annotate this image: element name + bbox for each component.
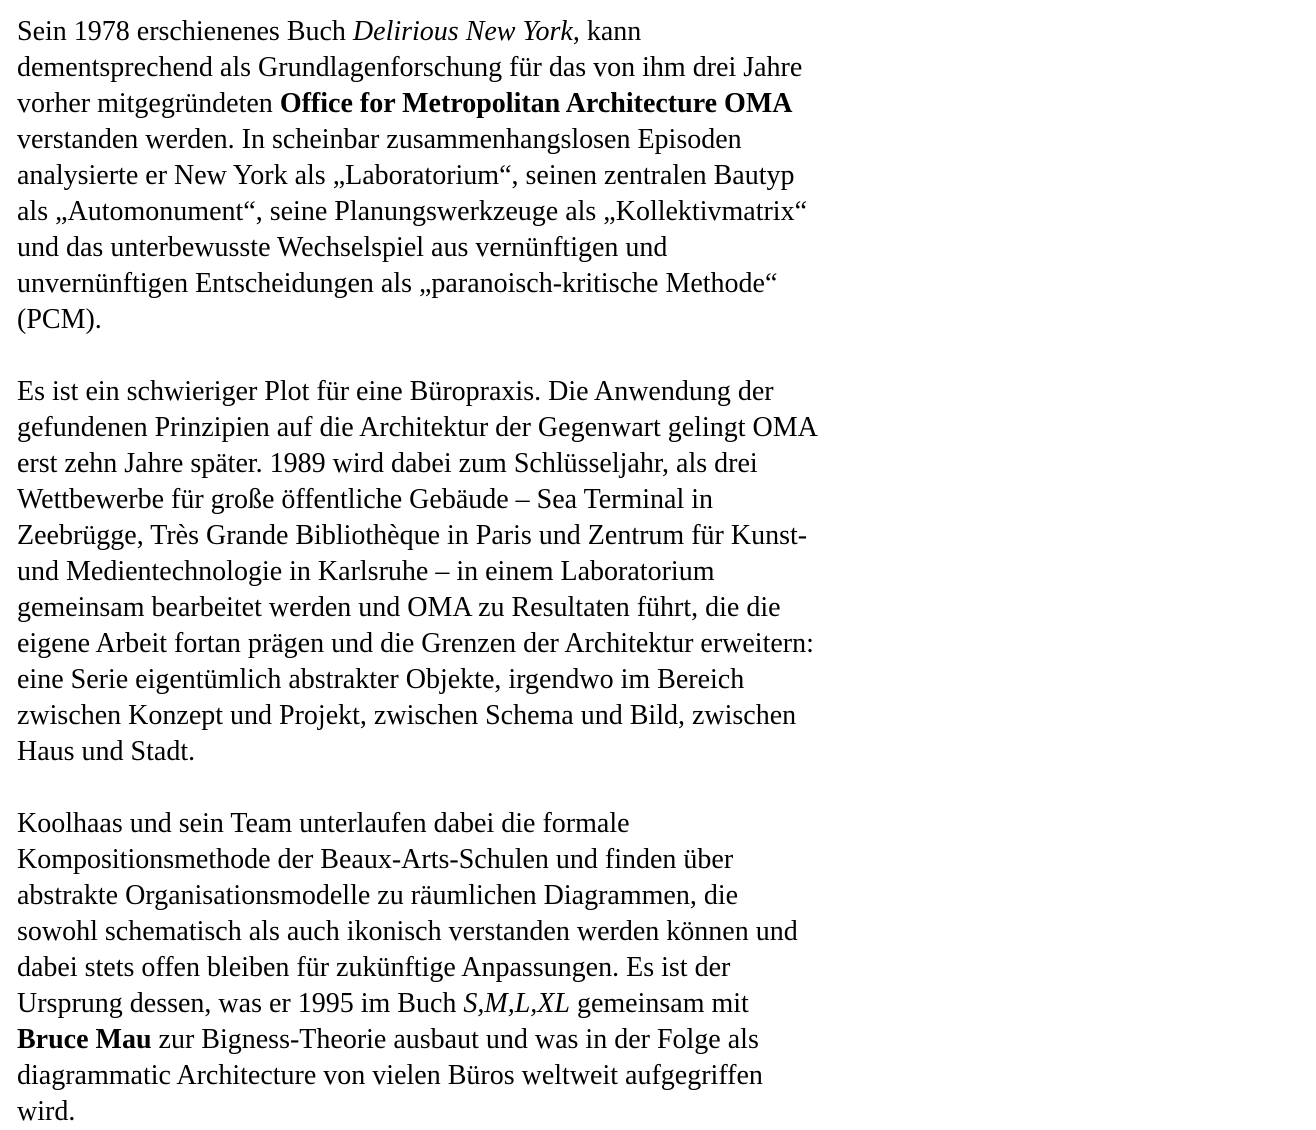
italic-text-segment: S,M,L,XL [463, 988, 570, 1019]
bold-text-segment: Office for Metropolitan Architecture OMA [279, 88, 793, 119]
text-segment: , kann dementsprechend als Grundlagenforschung für das von ihm drei Jahre vorher mitgegründeten [17, 16, 803, 119]
text-segment: Koolhaas und sein Team unterlaufen dabei die formale Kompositionsmethode der Beaux-Arts-Schulen und finden über abstrakte Organisationsmodelle zu räumlichen Diagrammen, die sowohl schematisch als auch ikonisch verstanden werden können und dabei stets offen bleiben für zukünftige Anpassungen. Es ist der Ursprung dessen, was er 1995 im Buch [17, 808, 798, 1019]
paragraph-3 [17, 806, 817, 1130]
text-segment: verstanden werden. In scheinbar zusammenhangslosen Episoden analysierte er New York als „Laboratorium“, seinen zentralen Bautyp als „Automonument“, seine Planungswerkzeuge als „Kollektivmatrix“ und das unterbewusste Wechselspiel aus vernünftigen und unvernünftigen Entscheidungen als „paranoisch-kritische Methode“ (PCM). [17, 124, 808, 335]
paragraph-1 [17, 14, 817, 338]
bold-text-segment: Bruce Mau [17, 1024, 152, 1055]
text-segment: Sein 1978 erschienenes Buch [17, 16, 353, 47]
text-segment: zur Bigness-Theorie ausbaut und was in der Folge als diagrammatic Architecture von vielen Büros weltweit aufgegriffen wird. [17, 1024, 763, 1127]
text-segment: Es ist ein schwieriger Plot für eine Büropraxis. Die Anwendung der gefundenen Prinzipien auf die Architektur der Gegenwart gelingt OMA erst zehn Jahre später. 1989 wird dabei zum Schlüsseljahr, als drei Wettbewerbe für große öffentliche Gebäude – Sea Terminal in Zeebrügge, Très Grande Bibliothèque in Paris und Zentrum für Kunst- und Medientechnologie in Karlsruhe – in einem Laboratorium gemeinsam bearbeitet werden und OMA zu Resultaten führt, die die eigene Arbeit fortan prägen und die Grenzen der Architektur erweitern: eine Serie eigentümlich abstrakter Objekte, irgendwo im Bereich zwischen Konzept und Projekt, zwischen Schema und Bild, zwischen Haus und Stadt. [17, 376, 817, 767]
paragraph-2 [17, 374, 817, 770]
italic-text-segment: Delirious New York [352, 16, 573, 47]
text-segment: gemeinsam mit [569, 988, 749, 1019]
